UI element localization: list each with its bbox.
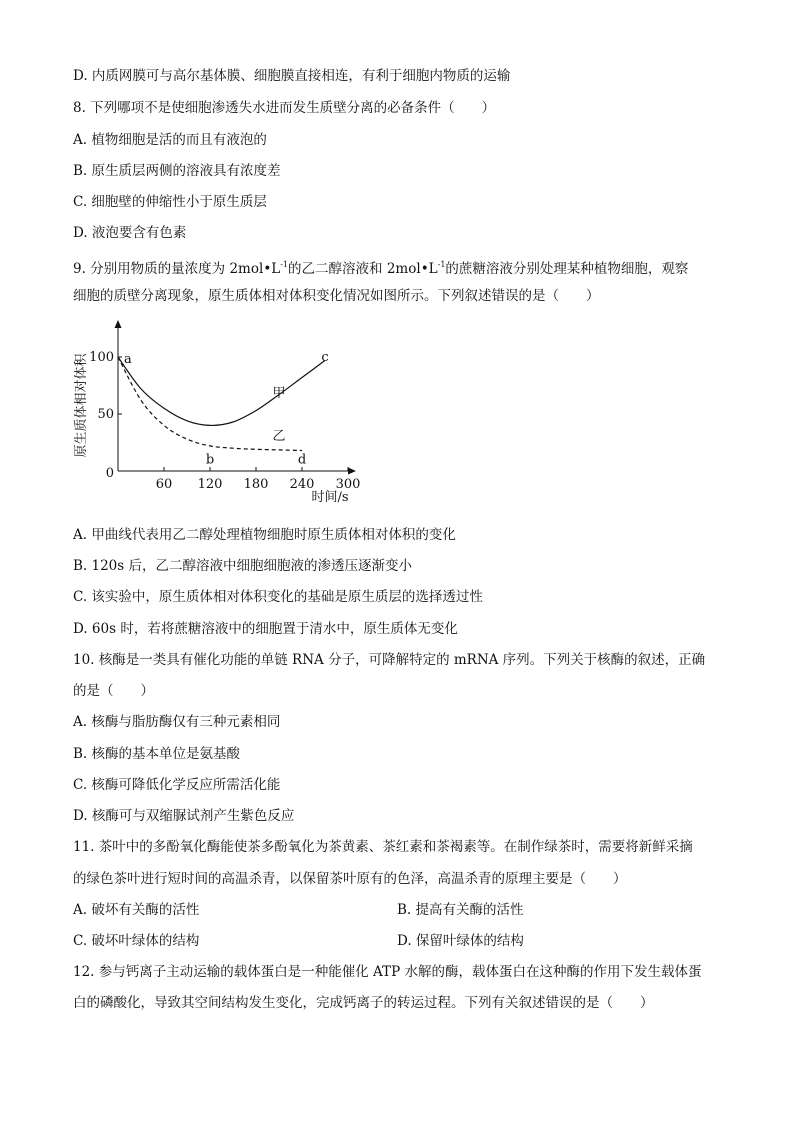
q9-option-a: A. 甲曲线代表用乙二醇处理植物细胞时原生质体相对体积的变化 xyxy=(73,527,456,543)
q9-stem-line2: 细胞的质壁分离现象，原生质体相对体积变化情况如图所示。下列叙述错误的是（ ） xyxy=(73,288,600,304)
y-tick-label: 0 xyxy=(105,466,114,481)
y-tick-label: 100 xyxy=(89,350,114,365)
q8-option-c: C. 细胞壁的伸缩性小于原生质层 xyxy=(73,194,267,210)
q9-option-b: B. 120s 后，乙二醇溶液中细胞细胞液的渗透压逐渐变小 xyxy=(73,558,412,574)
q9-stem-line1 xyxy=(73,255,688,279)
q12-stem-line1: 12. 参与钙离子主动运输的载体蛋白是一种能催化 ATP 水解的酶，载体蛋白在这种酶的作用下发生载体蛋 xyxy=(73,964,702,980)
curve-label-甲: 甲 xyxy=(272,385,286,401)
volume-chart xyxy=(68,318,368,503)
q9-option-d: D. 60s 时，若将蔗糖溶液中的细胞置于清水中，原生质体无变化 xyxy=(73,621,458,637)
unit-l-1: L xyxy=(271,261,281,277)
x-tick-label: 60 xyxy=(155,477,173,492)
q8-option-d: D. 液泡要含有色素 xyxy=(73,225,187,241)
unit-l-2: L xyxy=(428,261,438,277)
q10-stem-line1: 10. 核酶是一类具有催化功能的单链 RNA 分子，可降解特定的 mRNA 序列。下列关于核酶的叙述，正确 xyxy=(73,652,706,668)
q11-stem-line1: 11. 茶叶中的多酚氧化酶能使茶多酚氧化为茶黄素、茶红素和茶褐素等。在制作绿茶时，需要将新鲜采摘 xyxy=(73,839,693,855)
chart-marks xyxy=(118,350,329,468)
x-tick-label: 300 xyxy=(335,477,361,492)
q8-option-a: A. 植物细胞是活的而且有液泡的 xyxy=(73,132,267,148)
unit-exp-1: -1 xyxy=(280,260,289,269)
x-tick-label: 180 xyxy=(243,477,269,492)
unit-dot-1: • xyxy=(263,261,272,277)
q11-option-c: C. 破坏叶绿体的结构 xyxy=(73,933,200,949)
unit-dot-2: • xyxy=(420,261,429,277)
q11-option-b: B. 提高有关酶的活性 xyxy=(397,902,524,918)
x-tick-label: 240 xyxy=(289,477,315,492)
x-axis-label: 时间/s xyxy=(311,490,349,503)
q10-option-b: B. 核酶的基本单位是氨基酸 xyxy=(73,746,241,762)
q8-stem: 8. 下列哪项不是使细胞渗透失水进而发生质壁分离的必备条件（ ） xyxy=(73,100,496,116)
q10-option-c: C. 核酶可降低化学反应所需活化能 xyxy=(73,777,281,793)
q9-option-c: C. 该实验中，原生质体相对体积变化的基础是原生质层的选择透过性 xyxy=(73,589,483,605)
point-label-b: b xyxy=(205,452,215,468)
q10-option-a: A. 核酶与脂肪酶仅有三种元素相同 xyxy=(73,714,281,730)
point-label-d: d xyxy=(297,452,307,468)
q7-option-d: D. 内质网膜可与高尔基体膜、细胞膜直接相连，有利于细胞内物质的运输 xyxy=(73,68,511,84)
curve-label-乙: 乙 xyxy=(272,429,286,445)
q11-option-a: A. 破坏有关酶的活性 xyxy=(73,902,200,918)
series-line-甲 xyxy=(118,357,325,425)
point-label-a: a xyxy=(124,352,132,367)
x-axis-arrow xyxy=(348,468,356,475)
q12-stem-line2: 白的磷酸化，导致其空间结构发生变化，完成钙离子的转运过程。下列有关叙述错误的是（ ） xyxy=(73,995,654,1011)
chart-axes xyxy=(73,320,360,503)
x-tick-label: 120 xyxy=(197,477,223,492)
y-axis-arrow xyxy=(115,320,122,328)
q9-mid: 的乙二醇溶液和 2mol xyxy=(288,261,421,277)
q11-stem-line2: 的绿色茶叶进行短时间的高温杀青，以保留茶叶原有的色泽，高温杀青的原理主要是（ ） xyxy=(73,871,627,887)
q10-stem-line2: 的是（ ） xyxy=(73,683,154,699)
q11-option-d: D. 保留叶绿体的结构 xyxy=(397,933,524,949)
y-tick-label: 50 xyxy=(97,407,114,422)
q9-pre: 9. 分别用物质的量浓度为 2mol xyxy=(73,261,264,277)
q9-post: 的蔗糖溶液分别处理某种植物细胞，观察 xyxy=(445,261,689,277)
q10-option-d: D. 核酶可与双缩脲试剂产生紫色反应 xyxy=(73,808,295,824)
unit-exp-2: -1 xyxy=(437,260,446,269)
y-axis-label: 原生质体相对体积 xyxy=(74,353,89,458)
q8-option-b: B. 原生质层两侧的溶液具有浓度差 xyxy=(73,163,281,179)
point-label-c: c xyxy=(321,350,329,365)
